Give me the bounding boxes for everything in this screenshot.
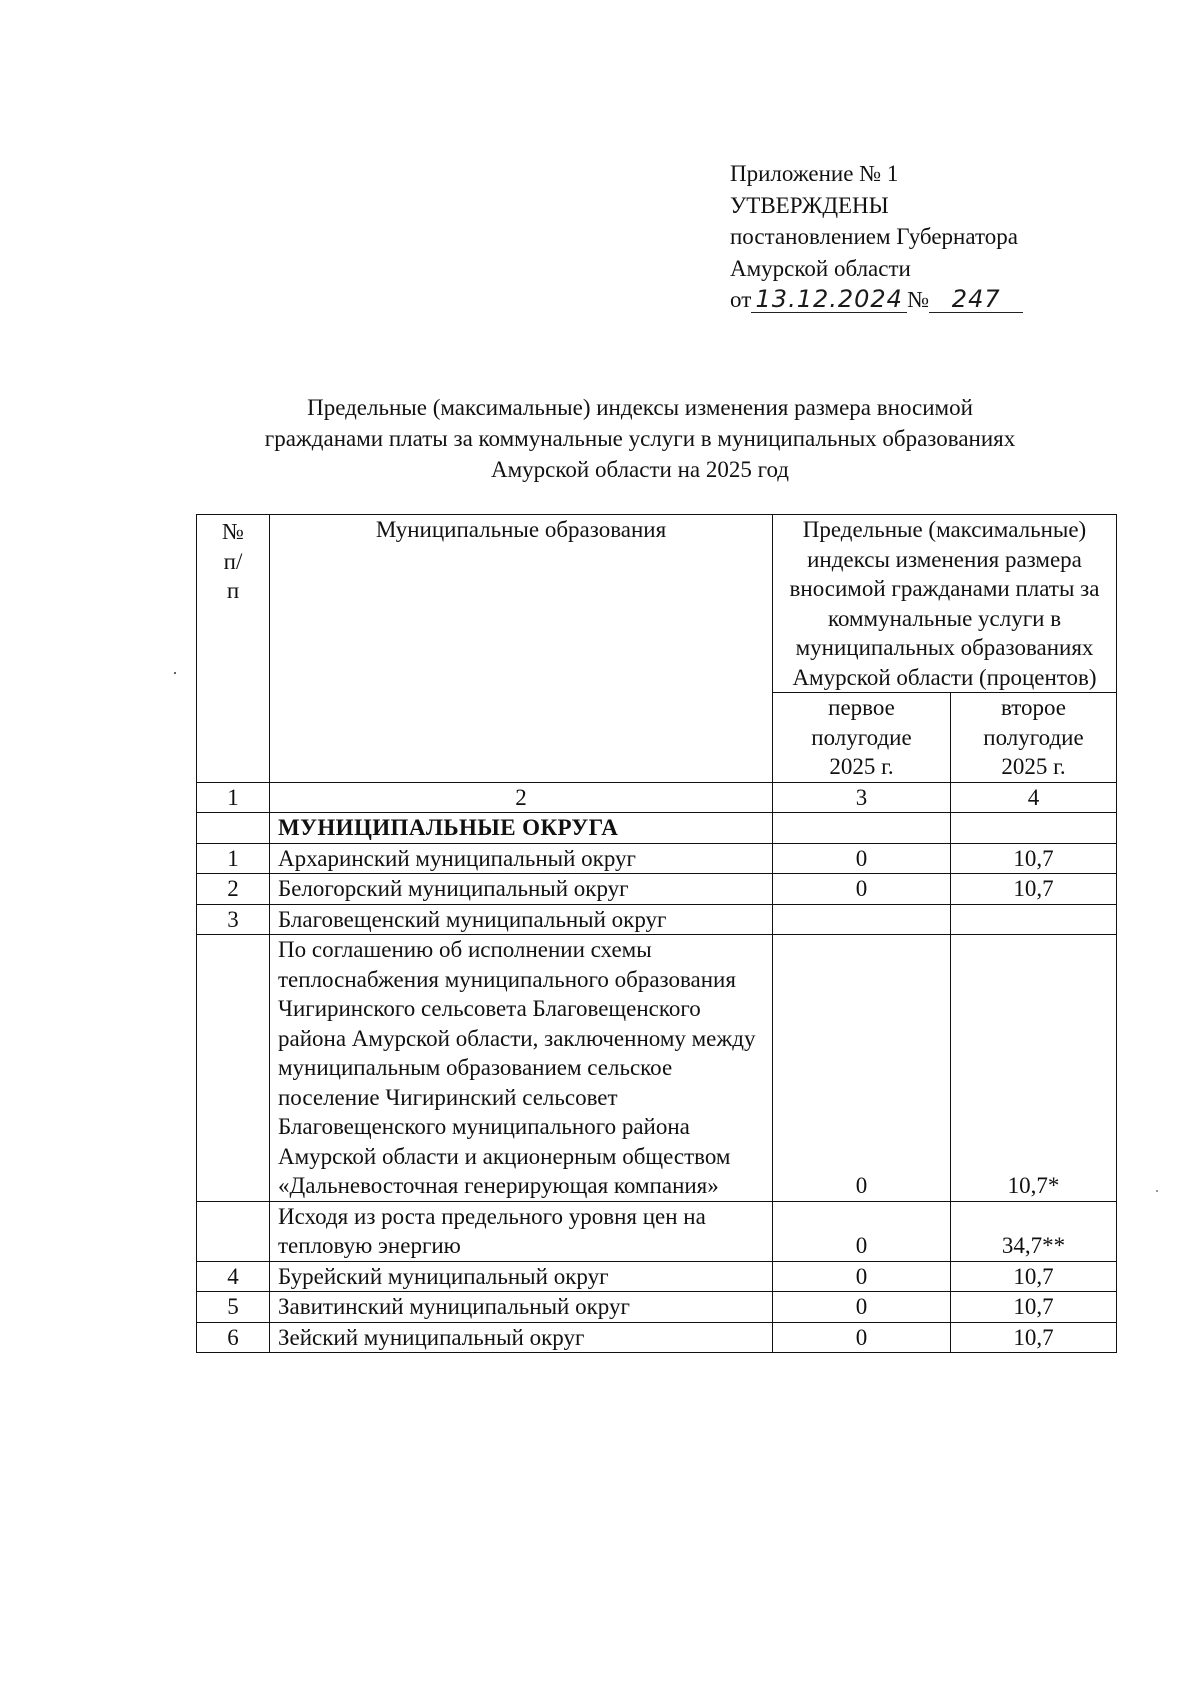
row-second-half: 10,7*: [951, 935, 1117, 1202]
from-label: от: [730, 287, 752, 312]
row-no: 1: [197, 843, 270, 874]
row-first-half: 0: [773, 935, 951, 1202]
row-second-half: 34,7**: [951, 1201, 1117, 1261]
row-no: 2: [197, 874, 270, 905]
header-second-half: второе полугодие 2025 г.: [951, 693, 1117, 783]
title-line-3: Амурской области на 2025 год: [491, 457, 789, 482]
header-municipality: Муниципальные образования: [270, 515, 773, 783]
header-first-half: первое полугодие 2025 г.: [773, 693, 951, 783]
header-no: № п/п: [197, 515, 270, 783]
row-no: 3: [197, 904, 270, 935]
table-row: [197, 843, 1117, 874]
row-second-half: 10,7: [951, 843, 1117, 874]
row-first-half: 0: [773, 843, 951, 874]
row-name: Белогорский муниципальный округ: [270, 874, 773, 905]
approval-block: [730, 158, 1023, 316]
row-name: Бурейский муниципальный округ: [270, 1261, 773, 1292]
table-row: [197, 904, 1117, 935]
scan-speck: [174, 672, 176, 674]
row-second-half: 10,7: [951, 1261, 1117, 1292]
table-row: [197, 1201, 1117, 1261]
row-first-half: 0: [773, 1322, 951, 1353]
table-row: [197, 1322, 1117, 1353]
row-second-half: [951, 904, 1117, 935]
row-first-half: 0: [773, 1261, 951, 1292]
table-row: [197, 1261, 1117, 1292]
scan-speck: [1156, 1190, 1158, 1192]
number-label: №: [907, 287, 930, 312]
row-first-half: 0: [773, 1201, 951, 1261]
col-number: 2: [270, 782, 773, 813]
col-number: 1: [197, 782, 270, 813]
row-name: Завитинский муниципальный округ: [270, 1292, 773, 1323]
date-number-line: [730, 284, 1023, 316]
row-second-half: 10,7: [951, 1322, 1117, 1353]
header-row: [197, 515, 1117, 693]
row-name: По соглашению об исполнении схемы теплоснабжения муниципального образования Чигиринского сельсовета Благовещенского района Амурской области, заключенному между муниципальным образованием сельское поселение Чигиринский сельсовет Благовещенского муниципального района Амурской области и акционерным обществом «Дальневосточная генерирующая компания»: [270, 935, 773, 1202]
row-name: Архаринский муниципальный округ: [270, 843, 773, 874]
row-no: 6: [197, 1322, 270, 1353]
row-no: [197, 1201, 270, 1261]
handwritten-date: 13.12.2024: [751, 286, 907, 313]
title-line-1: Предельные (максимальные) индексы изменения размера вносимой: [307, 395, 973, 420]
row-first-half: 0: [773, 874, 951, 905]
row-second-half: 10,7: [951, 874, 1117, 905]
row-first-half: [773, 904, 951, 935]
row-first-half: 0: [773, 1292, 951, 1323]
row-no: [197, 935, 270, 1202]
row-second-half: 10,7: [951, 1292, 1117, 1323]
row-name: Зейский муниципальный округ: [270, 1322, 773, 1353]
table-row: [197, 874, 1117, 905]
section-title: МУНИЦИПАЛЬНЫЕ ОКРУГА: [270, 813, 773, 844]
appendix-label: Приложение № 1: [730, 161, 899, 186]
row-name: Благовещенский муниципальный округ: [270, 904, 773, 935]
handwritten-number: 247: [929, 286, 1023, 313]
title-line-2: гражданами платы за коммунальные услуги в муниципальных образованиях: [264, 426, 1016, 451]
indices-table: [196, 514, 1117, 1353]
approved-label: УТВЕРЖДЕНЫ: [730, 192, 889, 218]
region-label: Амурской области: [730, 255, 911, 281]
row-no: 4: [197, 1261, 270, 1292]
column-number-row: [197, 782, 1117, 813]
document-title: [190, 392, 1090, 485]
row-name: Исходя из роста предельного уровня цен на тепловую энергию: [270, 1201, 773, 1261]
resolution-label: постановлением Губернатора: [730, 224, 1018, 249]
row-no: 5: [197, 1292, 270, 1323]
table-row: [197, 1292, 1117, 1323]
col-number: 3: [773, 782, 951, 813]
header-indices: Предельные (максимальные) индексы изменения размера вносимой гражданами платы за коммунальные услуги в муниципальных образованиях Амурской области (процентов): [773, 515, 1117, 693]
col-number: 4: [951, 782, 1117, 813]
table-row: [197, 935, 1117, 1202]
section-row: [197, 813, 1117, 844]
